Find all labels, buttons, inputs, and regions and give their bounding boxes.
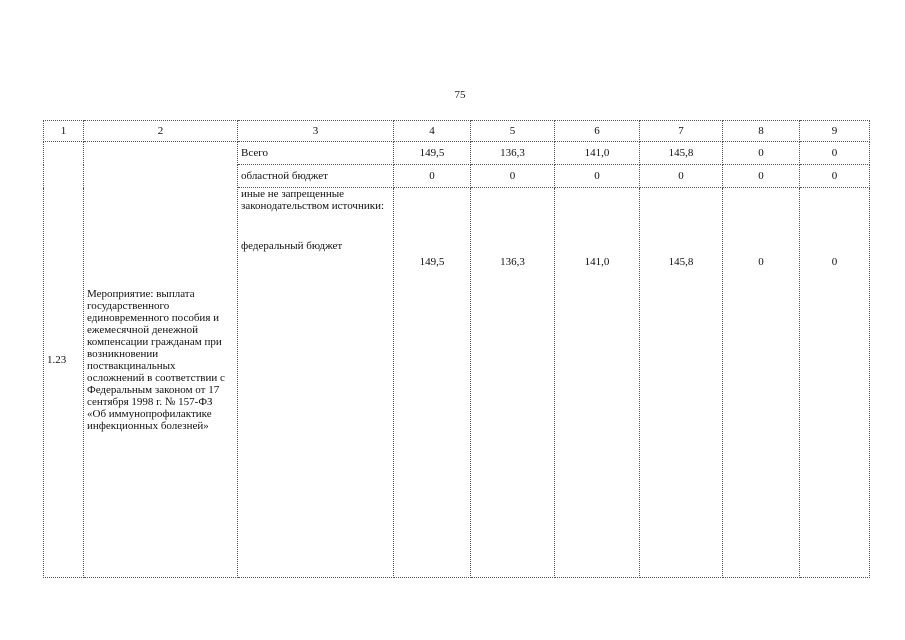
item-code: 1.23 [44,142,84,578]
budget-table [43,120,870,578]
value-cell: 141,0 [555,188,640,578]
header-row [44,121,870,142]
header-cell-9: 9 [800,121,870,142]
value-cell: 149,5 [394,188,471,578]
header-cell-2: 2 [84,121,238,142]
header-cell-3: 3 [238,121,394,142]
value-cell: 136,3 [471,142,555,165]
source-other-note: иные не запрещенные законодательством источники: [241,188,385,212]
value-cell: 0 [800,142,870,165]
source-regional: областной бюджет [238,165,394,188]
source-federal: федеральный бюджет [241,240,343,252]
value-cell: 0 [394,165,471,188]
value-cell: 0 [800,165,870,188]
header-cell-4: 4 [394,121,471,142]
value-cell: 149,5 [394,142,471,165]
value-cell: 0 [555,165,640,188]
header-cell-7: 7 [640,121,723,142]
value-cell: 0 [723,188,800,578]
item-description: Мероприятие: выплата государственного единовременного пособия и ежемесячной денежной компенсации гражданам при возникновении поствакцинальных осложнений в соответствии с Федеральным законом от 17 сентября 1998 г. № 157-ФЗ «Об иммунопрофилактике инфекционных болезней» [84,142,238,578]
header-cell-1: 1 [44,121,84,142]
source-other [238,188,394,578]
value-cell: 0 [723,142,800,165]
value-cell: 0 [471,165,555,188]
source-total: Всего [238,142,394,165]
value-cell: 0 [723,165,800,188]
page-number: 75 [454,89,466,101]
value-cell: 145,8 [640,188,723,578]
header-cell-6: 6 [555,121,640,142]
value-cell: 0 [800,188,870,578]
header-cell-8: 8 [723,121,800,142]
value-cell: 141,0 [555,142,640,165]
value-cell: 0 [640,165,723,188]
header-cell-5: 5 [471,121,555,142]
value-cell: 145,8 [640,142,723,165]
value-cell: 136,3 [471,188,555,578]
table-row-total [44,142,870,165]
